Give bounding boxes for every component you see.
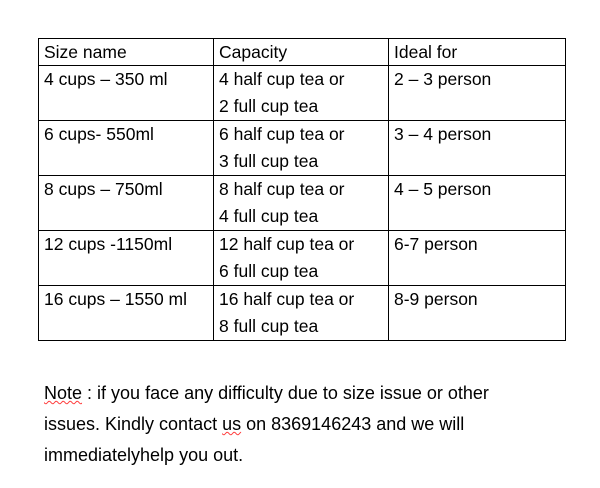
capacity-cell [214, 176, 389, 231]
note-line-1-text: if you face any difficulty due to size issue or other [97, 383, 489, 403]
header-ideal-for: Ideal for [389, 39, 566, 66]
header-size-name: Size name [39, 39, 214, 66]
capacity-full-cup: 8 full cup tea [219, 316, 319, 336]
capacity-cell [214, 231, 389, 286]
capacity-half-cup: 8 half cup tea or [219, 179, 345, 199]
note-line-1 [44, 378, 584, 409]
capacity-full-cup: 4 full cup tea [219, 206, 319, 226]
ideal-cell: 8-9 person [389, 286, 566, 341]
note-label-suffix: : [82, 383, 98, 403]
note-line-3-text-b: help you out. [140, 445, 244, 465]
note-line-2-text-b: on 8369146243 and we will [241, 414, 465, 434]
note-line-3-text-a: immediately [44, 445, 141, 465]
ideal-cell: 2 – 3 person [389, 66, 566, 121]
table-row [39, 176, 566, 231]
size-cell: 4 cups – 350 ml [39, 66, 214, 121]
size-table [38, 38, 566, 341]
note-line-3 [44, 440, 584, 471]
ideal-cell: 4 – 5 person [389, 176, 566, 231]
note-line-2-text-a: issues. Kindly contact [44, 414, 223, 434]
table-row [39, 66, 566, 121]
ideal-cell: 6-7 person [389, 231, 566, 286]
header-capacity: Capacity [214, 39, 389, 66]
capacity-half-cup: 6 half cup tea or [219, 124, 345, 144]
capacity-half-cup: 4 half cup tea or [219, 69, 345, 89]
table-row [39, 286, 566, 341]
capacity-cell [214, 66, 389, 121]
size-cell: 8 cups – 750ml [39, 176, 214, 231]
capacity-cell [214, 121, 389, 176]
note-label: Note [44, 383, 83, 403]
ideal-cell: 3 – 4 person [389, 121, 566, 176]
table-header-row [39, 39, 566, 66]
capacity-full-cup: 2 full cup tea [219, 96, 319, 116]
capacity-cell [214, 286, 389, 341]
note-paragraph [44, 378, 584, 471]
note-line-2 [44, 409, 584, 440]
capacity-full-cup: 3 full cup tea [219, 151, 319, 171]
capacity-half-cup: 16 half cup tea or [219, 289, 355, 309]
note-us-word: us [222, 414, 242, 434]
size-cell: 12 cups -1150ml [39, 231, 214, 286]
size-cell: 6 cups- 550ml [39, 121, 214, 176]
table-row [39, 231, 566, 286]
capacity-full-cup: 6 full cup tea [219, 261, 319, 281]
table-row [39, 121, 566, 176]
size-cell: 16 cups – 1550 ml [39, 286, 214, 341]
capacity-half-cup: 12 half cup tea or [219, 234, 355, 254]
